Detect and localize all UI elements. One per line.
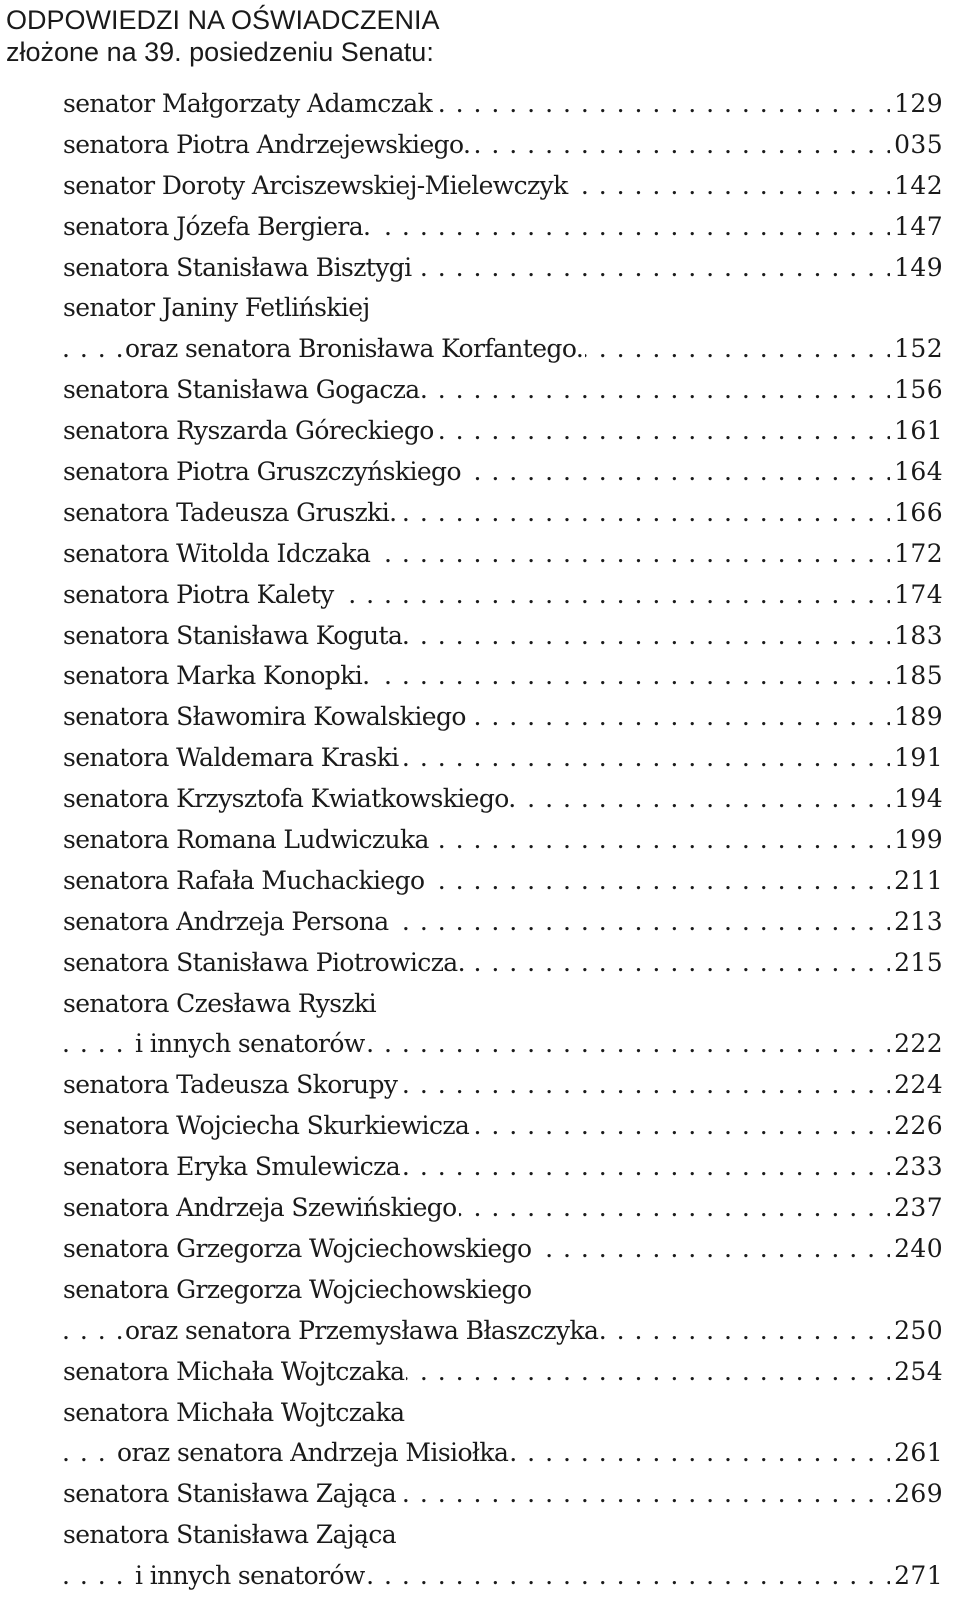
- toc-entry-page: 147: [890, 207, 943, 248]
- toc-entry-label: senatora Marka Konopki.: [63, 661, 370, 691]
- toc-entry-label: senatora Tadeusza Skorupy: [63, 1070, 398, 1100]
- toc-entry-label: senatora Stanisława Zająca: [63, 1520, 397, 1550]
- toc-entry-page: 185: [890, 656, 943, 697]
- toc-entry-continuation-label: i innych senatorów: [135, 1561, 365, 1591]
- toc-entry-continuation-label: oraz senatora Andrzeja Misiołka: [117, 1438, 509, 1468]
- toc-entry[interactable]: [63, 656, 943, 697]
- toc-entry-page: 261: [890, 1433, 943, 1474]
- toc-entry-page: 237: [890, 1188, 943, 1229]
- toc-entry-label: senatora Piotra Andrzejewskiego.: [63, 129, 471, 159]
- toc-entry[interactable]: [63, 861, 943, 902]
- toc-entry-continuation[interactable]: [63, 1024, 943, 1065]
- toc-entry-page: 271: [890, 1556, 943, 1597]
- toc-entry-page: 152: [890, 329, 943, 370]
- table-of-contents: [63, 84, 943, 1597]
- toc-entry-continuation[interactable]: [63, 1311, 943, 1352]
- toc-entry-page: 224: [890, 1065, 943, 1106]
- toc-entry[interactable]: [63, 125, 943, 166]
- toc-entry[interactable]: [63, 779, 943, 820]
- page-subtitle: złożone na 39. posiedzeniu Senatu:: [6, 37, 434, 67]
- toc-entry[interactable]: [63, 943, 943, 984]
- toc-entry[interactable]: [63, 1229, 943, 1270]
- toc-entry-label: senatora Waldemara Kraski: [63, 743, 399, 773]
- toc-entry-page: 269: [890, 1474, 943, 1515]
- toc-entry-first-line[interactable]: [63, 984, 943, 1025]
- toc-entry-page: 211: [890, 861, 943, 902]
- toc-entry[interactable]: [63, 616, 943, 657]
- toc-entry[interactable]: [63, 84, 943, 125]
- toc-entry[interactable]: [63, 1147, 943, 1188]
- toc-entry-label: senatora Piotra Gruszczyńskiego: [63, 457, 461, 487]
- toc-entry-page: 240: [890, 1229, 943, 1270]
- toc-entry-label: senatora Andrzeja Szewińskiego: [63, 1193, 457, 1223]
- toc-entry[interactable]: [63, 738, 943, 779]
- toc-entry-page: 191: [890, 738, 943, 779]
- toc-entry-page: 189: [890, 697, 943, 738]
- toc-entry-page: 156: [890, 370, 943, 411]
- page-header: [6, 4, 440, 68]
- toc-entry-page: 194: [890, 779, 943, 820]
- toc-entry[interactable]: [63, 1474, 943, 1515]
- toc-entry-label: senatora Stanisława Zająca: [63, 1479, 397, 1509]
- toc-entry-page: 129: [890, 84, 943, 125]
- toc-entry-page: 250: [890, 1311, 943, 1352]
- toc-entry-label: senatora Stanisława Gogacza: [63, 375, 420, 405]
- toc-entry-label: senatora Józefa Bergiera.: [63, 211, 371, 241]
- toc-entry-label: senatora Krzysztofa Kwiatkowskiego.: [63, 784, 516, 814]
- toc-entry[interactable]: [63, 697, 943, 738]
- toc-entry[interactable]: [63, 166, 943, 207]
- toc-entry-label: senatora Czesława Ryszki: [63, 988, 376, 1018]
- toc-entry-label: senatora Andrzeja Persona: [63, 906, 389, 936]
- toc-entry-page: 149: [890, 248, 943, 289]
- toc-entry[interactable]: [63, 1352, 943, 1393]
- toc-entry-first-line[interactable]: [63, 288, 943, 329]
- toc-entry-page: 226: [890, 1106, 943, 1147]
- toc-entry[interactable]: [63, 902, 943, 943]
- toc-entry-label: senatora Michała Wojtczaka: [63, 1356, 405, 1386]
- toc-entry-page: 172: [890, 534, 943, 575]
- toc-entry-page: 215: [890, 943, 943, 984]
- toc-entry-first-line[interactable]: [63, 1270, 943, 1311]
- toc-entry-label: senatora Wojciecha Skurkiewicza: [63, 1111, 470, 1141]
- toc-entry[interactable]: [63, 493, 943, 534]
- toc-entry-label: senatora Tadeusza Gruszki.: [63, 497, 397, 527]
- toc-entry-label: senatora Witolda Idczaka: [63, 538, 371, 568]
- toc-entry-label: senatora Romana Ludwiczuka: [63, 825, 429, 855]
- toc-entry[interactable]: [63, 1188, 943, 1229]
- toc-entry-page: 164: [890, 452, 943, 493]
- toc-entry[interactable]: [63, 534, 943, 575]
- toc-entry-label: senatora Piotra Kalety: [63, 579, 334, 609]
- toc-entry-page: 183: [890, 616, 943, 657]
- toc-entry-continuation[interactable]: [63, 329, 943, 370]
- toc-entry-first-line[interactable]: [63, 1393, 943, 1434]
- toc-entry-page: 142: [890, 166, 943, 207]
- toc-entry-label: senatora Stanisława Bisztygi: [63, 252, 412, 282]
- toc-entry-continuation-label: oraz senatora Bronisława Korfantego.: [125, 334, 584, 364]
- toc-entry[interactable]: [63, 370, 943, 411]
- toc-entry-label: senatora Ryszarda Góreckiego: [63, 416, 434, 446]
- toc-entry-page: 161: [890, 411, 943, 452]
- toc-entry-label: senatora Grzegorza Wojciechowskiego: [63, 1274, 532, 1304]
- toc-entry-continuation[interactable]: [63, 1433, 943, 1474]
- toc-entry-label: senator Małgorzaty Adamczak: [63, 89, 433, 118]
- toc-entry-first-line[interactable]: [63, 1515, 943, 1556]
- toc-entry-continuation-label: oraz senatora Przemysława Błaszczyka: [125, 1315, 599, 1345]
- toc-entry-label: senator Doroty Arciszewskiej-Mielewczyk: [63, 170, 568, 200]
- page-title: ODPOWIEDZI NA OŚWIADCZENIA: [6, 5, 440, 35]
- toc-entry[interactable]: [63, 248, 943, 289]
- toc-entry-page: 199: [890, 820, 943, 861]
- toc-entry-label: senatora Grzegorza Wojciechowskiego: [63, 1233, 532, 1263]
- toc-entry-continuation[interactable]: [63, 1556, 943, 1597]
- toc-entry[interactable]: [63, 1065, 943, 1106]
- toc-entry-page: 035: [890, 125, 943, 166]
- toc-entry[interactable]: [63, 1106, 943, 1147]
- toc-entry[interactable]: [63, 207, 943, 248]
- toc-entry-label: senatora Rafała Muchackiego: [63, 865, 425, 895]
- toc-entry-label: senator Janiny Fetlińskiej: [63, 293, 370, 323]
- toc-entry[interactable]: [63, 575, 943, 616]
- toc-entry-label: senatora Eryka Smulewicza: [63, 1152, 401, 1182]
- toc-entry-page: 174: [890, 575, 943, 616]
- toc-entry-page: 166: [890, 493, 943, 534]
- toc-entry-page: 222: [890, 1024, 943, 1065]
- toc-entry-label: senatora Michała Wojtczaka: [63, 1397, 405, 1427]
- toc-entry-label: senatora Stanisława Piotrowicza.: [63, 947, 465, 977]
- toc-entry-page: 233: [890, 1147, 943, 1188]
- toc-entry[interactable]: [63, 452, 943, 493]
- toc-entry[interactable]: [63, 820, 943, 861]
- toc-entry-continuation-label: i innych senatorów: [135, 1029, 365, 1059]
- toc-entry-page: 254: [890, 1352, 943, 1393]
- toc-entry[interactable]: [63, 411, 943, 452]
- toc-entry-label: senatora Stanisława Koguta: [63, 620, 403, 650]
- toc-entry-page: 213: [890, 902, 943, 943]
- toc-entry-label: senatora Sławomira Kowalskiego: [63, 702, 466, 732]
